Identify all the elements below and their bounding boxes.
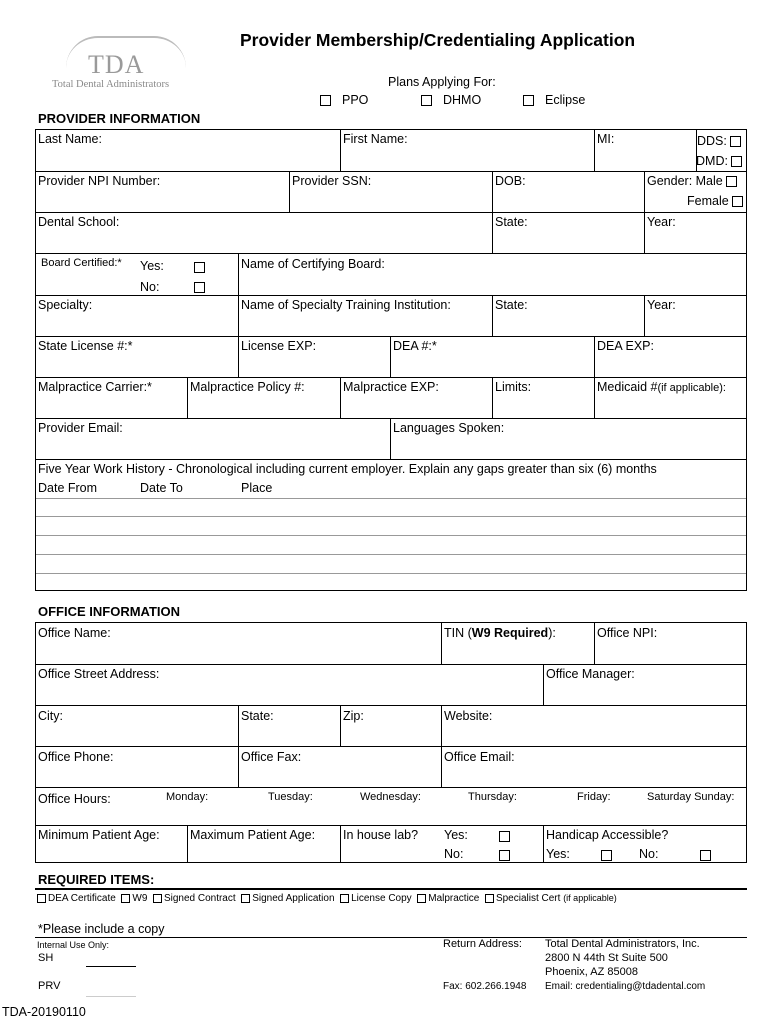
handicap-yes-label: Yes: [546,847,570,861]
city-field[interactable]: City: [38,709,63,723]
office-phone-field[interactable]: Office Phone: [38,750,114,764]
friday-field[interactable]: Friday: [577,791,611,803]
plan-eclipse-label: Eclipse [545,93,586,107]
form-id: TDA-20190110 [2,1005,86,1019]
in-house-lab-label: In house lab? [343,828,419,842]
website-field[interactable]: Website: [444,709,493,723]
tin-field[interactable]: TIN (W9 Required): [444,626,556,640]
req-contract-checkbox[interactable]: Signed Contract [153,893,236,904]
lab-no-checkbox[interactable] [499,848,510,862]
tda-logo [48,36,198,96]
wednesday-field[interactable]: Wednesday: [360,791,421,803]
lab-no-label: No: [444,847,464,861]
tuesday-field[interactable]: Tuesday: [268,791,313,803]
malpractice-policy-field[interactable]: Malpractice Policy #: [190,380,305,394]
internal-use-label: Internal Use Only: [37,940,110,950]
office-grid [35,622,747,863]
office-manager-field[interactable]: Office Manager: [546,667,635,681]
board-no-checkbox[interactable] [194,280,205,294]
provider-grid [35,129,747,591]
handicap-yes-checkbox[interactable] [601,848,612,862]
dmd-checkbox[interactable] [731,156,742,167]
board-yes-label: Yes: [140,259,164,273]
lab-yes-label: Yes: [444,828,468,842]
dds-label: DDS: [697,134,741,148]
certifying-board-field[interactable]: Name of Certifying Board: [241,257,385,271]
board-yes-checkbox[interactable] [194,260,205,274]
work-history-heading: Five Year Work History - Chronological including current employer. Explain any gaps greater than six (6) months [38,462,657,476]
req-license-checkbox[interactable]: License Copy [340,893,412,904]
female-label: Female [687,194,743,208]
req-dea-checkbox[interactable]: DEA Certificate [37,893,116,904]
max-age-field[interactable]: Maximum Patient Age: [190,828,316,842]
medicaid-field[interactable]: Medicaid #(if applicable): [597,380,726,394]
plan-dhmo-checkbox[interactable] [421,93,432,107]
fax-number: Fax: 602.266.1948 [443,981,527,992]
page-title: Provider Membership/Credentialing Application [240,30,636,50]
zip-field[interactable]: Zip: [343,709,364,723]
address-line-3: Phoenix, AZ 85008 [545,966,638,978]
office-fax-field[interactable]: Office Fax: [241,750,302,764]
prv-label: PRV [38,980,61,992]
dental-school-state-field[interactable]: State: [495,215,528,229]
state-license-field[interactable]: State License #:* [38,339,133,353]
required-divider [35,888,747,890]
plan-ppo-label: PPO [342,93,369,107]
address-line-2: 2800 N 44th St Suite 500 [545,952,668,964]
office-email-field[interactable]: Office Email: [444,750,515,764]
plans-label: Plans Applying For: [388,75,496,89]
place-header: Place [241,481,273,495]
limits-field[interactable]: Limits: [495,380,532,394]
handicap-label: Handicap Accessible? [546,828,669,842]
office-state-field[interactable]: State: [241,709,274,723]
monday-field[interactable]: Monday: [166,791,209,803]
office-npi-field[interactable]: Office NPI: [597,626,658,640]
dds-checkbox[interactable] [730,136,741,147]
weekend-field[interactable]: Saturday Sunday: [647,791,735,803]
thursday-field[interactable]: Thursday: [468,791,517,803]
sh-line[interactable] [86,966,136,967]
female-checkbox[interactable] [732,196,743,207]
specialty-year-field[interactable]: Year: [647,298,676,312]
logo-subtext: Total Dental Administrators [52,79,170,90]
req-w9-checkbox[interactable]: W9 [121,893,147,904]
npi-field[interactable]: Provider NPI Number: [38,174,161,188]
specialty-institution-field[interactable]: Name of Specialty Training Institution: [241,298,451,312]
plan-ppo-checkbox[interactable] [320,93,331,107]
sh-label: SH [38,952,54,964]
return-address-label: Return Address: [443,938,522,950]
male-checkbox[interactable] [726,176,737,187]
date-from-header: Date From [38,481,98,495]
languages-field[interactable]: Languages Spoken: [393,421,505,435]
provider-section-title: PROVIDER INFORMATION [38,111,201,126]
required-items-list [37,893,617,904]
dental-school-year-field[interactable]: Year: [647,215,676,229]
first-name-field[interactable]: First Name: [343,132,408,146]
dental-school-field[interactable]: Dental School: [38,215,120,229]
contact-email: Email: credentialing@tdadental.com [545,981,706,992]
provider-email-field[interactable]: Provider Email: [38,421,123,435]
last-name-field[interactable]: Last Name: [38,132,102,146]
required-section-title: REQUIRED ITEMS: [38,872,155,887]
req-specialist-checkbox[interactable]: Specialist Cert (if applicable) [485,893,617,904]
office-street-field[interactable]: Office Street Address: [38,667,160,681]
dea-exp-field[interactable]: DEA EXP: [597,339,654,353]
plan-dhmo-label: DHMO [443,93,482,107]
license-exp-field[interactable]: License EXP: [241,339,317,353]
req-application-checkbox[interactable]: Signed Application [241,893,334,904]
include-copy-note: *Please include a copy [38,922,165,936]
dmd-label: DMD: [696,154,742,168]
gender-male-label: Gender: Male [647,174,737,188]
specialty-field[interactable]: Specialty: [38,298,93,312]
handicap-no-label: No: [639,847,659,861]
plan-eclipse-checkbox[interactable] [523,93,534,107]
office-hours-label: Office Hours: [38,792,111,806]
dea-field[interactable]: DEA #:* [393,339,437,353]
malpractice-carrier-field[interactable]: Malpractice Carrier:* [38,380,152,394]
specialty-state-field[interactable]: State: [495,298,528,312]
logo-text: TDA [88,50,145,79]
ssn-field[interactable]: Provider SSN: [292,174,372,188]
board-no-label: No: [140,280,160,294]
min-age-field[interactable]: Minimum Patient Age: [38,828,160,842]
date-to-header: Date To [140,481,183,495]
prv-line[interactable] [86,996,136,997]
handicap-no-checkbox[interactable] [700,848,711,862]
office-section-title: OFFICE INFORMATION [38,604,181,619]
board-certified-label: Board Certified:* [41,257,122,269]
mi-field[interactable]: MI: [597,132,615,146]
office-name-field[interactable]: Office Name: [38,626,111,640]
malpractice-exp-field[interactable]: Malpractice EXP: [343,380,439,394]
req-malpractice-checkbox[interactable]: Malpractice [417,893,479,904]
dob-field[interactable]: DOB: [495,174,526,188]
lab-yes-checkbox[interactable] [499,829,510,843]
address-line-1: Total Dental Administrators, Inc. [545,938,700,950]
